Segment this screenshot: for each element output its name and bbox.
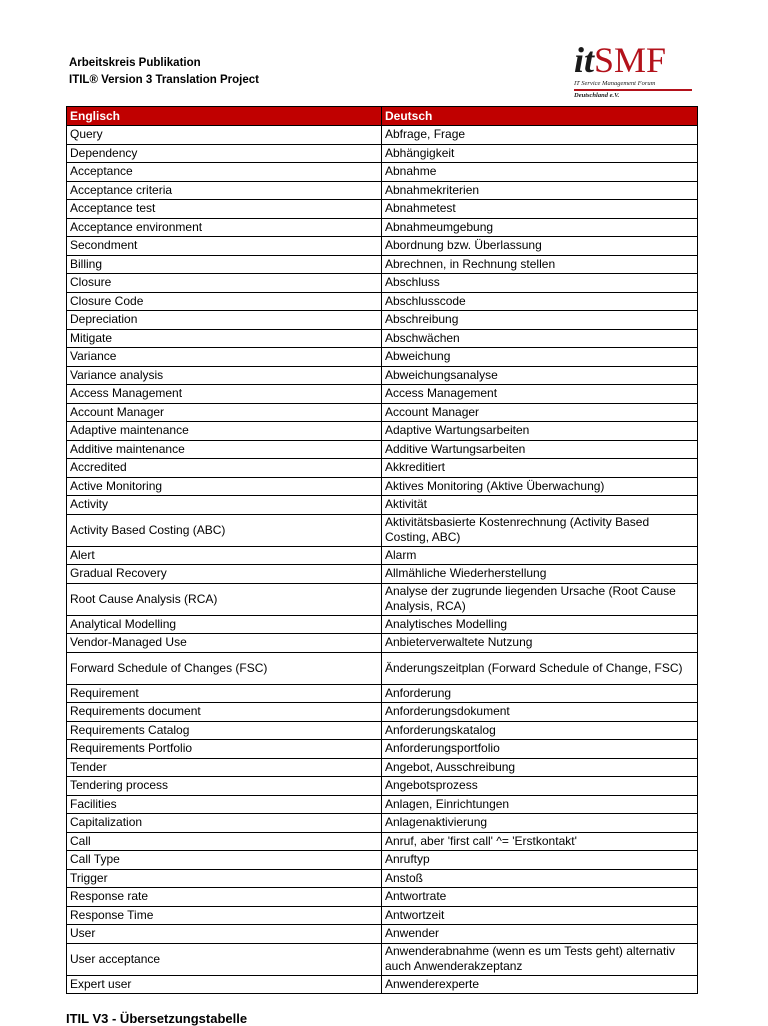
cell-german: Abordnung bzw. Überlassung — [382, 237, 698, 256]
cell-german: Anforderungsdokument — [382, 703, 698, 722]
cell-english: Query — [67, 126, 382, 145]
translation-table — [66, 106, 698, 994]
cell-english: Analytical Modelling — [67, 615, 382, 634]
table-row — [67, 329, 698, 348]
cell-english: Response rate — [67, 888, 382, 907]
cell-german: Angebot, Ausschreibung — [382, 758, 698, 777]
cell-german: Anstoß — [382, 869, 698, 888]
cell-english: Additive maintenance — [67, 440, 382, 459]
table-row — [67, 348, 698, 367]
cell-english: Variance — [67, 348, 382, 367]
cell-german: Abschreibung — [382, 311, 698, 330]
cell-german: Alarm — [382, 546, 698, 565]
table-row — [67, 496, 698, 515]
cell-english: Closure Code — [67, 292, 382, 311]
cell-german: Abschlusscode — [382, 292, 698, 311]
cell-german: Analyse der zugrunde liegenden Ursache (Root Cause Analysis, RCA) — [382, 583, 698, 615]
table-row — [67, 546, 698, 565]
cell-english: Acceptance criteria — [67, 181, 382, 200]
cell-english: User — [67, 925, 382, 944]
column-header-german: Deutsch — [382, 107, 698, 126]
cell-german: Abschwächen — [382, 329, 698, 348]
table-row — [67, 403, 698, 422]
cell-english: Requirements document — [67, 703, 382, 722]
itsmf-logo — [574, 40, 694, 100]
cell-english: Activity — [67, 496, 382, 515]
cell-english: Tender — [67, 758, 382, 777]
table-row — [67, 311, 698, 330]
cell-english: Activity Based Costing (ABC) — [67, 514, 382, 546]
cell-german: Allmähliche Wiederherstellung — [382, 565, 698, 584]
cell-english: Capitalization — [67, 814, 382, 833]
table-row — [67, 758, 698, 777]
table-row — [67, 721, 698, 740]
cell-german: Abrechnen, in Rechnung stellen — [382, 255, 698, 274]
table-row — [67, 440, 698, 459]
cell-german: Anlagenaktivierung — [382, 814, 698, 833]
cell-german: Analytisches Modelling — [382, 615, 698, 634]
cell-german: Abfrage, Frage — [382, 126, 698, 145]
cell-english: Adaptive maintenance — [67, 422, 382, 441]
logo-wordmark: itSMF — [574, 40, 667, 80]
cell-german: Abweichungsanalyse — [382, 366, 698, 385]
cell-english: Account Manager — [67, 403, 382, 422]
cell-german: Akkreditiert — [382, 459, 698, 478]
cell-english: Vendor-Managed Use — [67, 634, 382, 653]
table-row — [67, 200, 698, 219]
cell-german: Aktivitätsbasierte Kostenrechnung (Activity Based Costing, ABC) — [382, 514, 698, 546]
table-row — [67, 126, 698, 145]
cell-english: Trigger — [67, 869, 382, 888]
cell-german: Adaptive Wartungsarbeiten — [382, 422, 698, 441]
cell-english: Acceptance environment — [67, 218, 382, 237]
cell-english: Secondment — [67, 237, 382, 256]
logo-subtitle-country: Deutschland e.V. — [574, 92, 620, 99]
cell-english: Root Cause Analysis (RCA) — [67, 583, 382, 615]
project-title: ITIL® Version 3 Translation Project — [69, 74, 259, 86]
cell-german: Aktivität — [382, 496, 698, 515]
table-body — [67, 126, 698, 994]
cell-english: Call — [67, 832, 382, 851]
cell-german: Antwortrate — [382, 888, 698, 907]
table-row — [67, 869, 698, 888]
cell-german: Additive Wartungsarbeiten — [382, 440, 698, 459]
footer-title: ITIL V3 - Übersetzungstabelle — [66, 1011, 248, 1026]
table-row — [67, 163, 698, 182]
table-header-row — [67, 107, 698, 126]
table-row — [67, 366, 698, 385]
table-row — [67, 652, 698, 684]
table-row — [67, 181, 698, 200]
table-row — [67, 385, 698, 404]
cell-english: Requirements Catalog — [67, 721, 382, 740]
table-row — [67, 906, 698, 925]
column-header-english: Englisch — [67, 107, 382, 126]
table-row — [67, 740, 698, 759]
logo-divider — [574, 89, 692, 91]
cell-german: Anwenderabnahme (wenn es um Tests geht) alternativ auch Anwenderakzeptanz — [382, 943, 698, 975]
cell-german: Änderungszeitplan (Forward Schedule of Change, FSC) — [382, 652, 698, 684]
cell-german: Anbieterverwaltete Nutzung — [382, 634, 698, 653]
cell-english: Tendering process — [67, 777, 382, 796]
table-row — [67, 565, 698, 584]
table-row — [67, 477, 698, 496]
cell-german: Abschluss — [382, 274, 698, 293]
cell-english: Facilities — [67, 795, 382, 814]
logo-subtitle: IT Service Management Forum — [574, 80, 656, 87]
cell-english: Active Monitoring — [67, 477, 382, 496]
cell-german: Anforderung — [382, 684, 698, 703]
table-row — [67, 144, 698, 163]
cell-german: Abnahme — [382, 163, 698, 182]
cell-english: Closure — [67, 274, 382, 293]
cell-german: Angebotsprozess — [382, 777, 698, 796]
table-row — [67, 459, 698, 478]
cell-german: Antwortzeit — [382, 906, 698, 925]
cell-english: Depreciation — [67, 311, 382, 330]
cell-german: Anforderungsportfolio — [382, 740, 698, 759]
cell-german: Account Manager — [382, 403, 698, 422]
cell-english: Requirement — [67, 684, 382, 703]
cell-english: Access Management — [67, 385, 382, 404]
table-row — [67, 814, 698, 833]
table-row — [67, 422, 698, 441]
table-row — [67, 703, 698, 722]
table-row — [67, 888, 698, 907]
table-row — [67, 615, 698, 634]
table-row — [67, 237, 698, 256]
table-row — [67, 583, 698, 615]
cell-english: Variance analysis — [67, 366, 382, 385]
table-row — [67, 274, 698, 293]
table-row — [67, 218, 698, 237]
cell-english: Acceptance — [67, 163, 382, 182]
cell-german: Access Management — [382, 385, 698, 404]
cell-english: Expert user — [67, 975, 382, 994]
cell-german: Abhängigkeit — [382, 144, 698, 163]
table-row — [67, 851, 698, 870]
table-row — [67, 684, 698, 703]
cell-german: Anwenderexperte — [382, 975, 698, 994]
table-row — [67, 925, 698, 944]
cell-german: Anruftyp — [382, 851, 698, 870]
cell-english: Alert — [67, 546, 382, 565]
table-row — [67, 832, 698, 851]
cell-german: Anruf, aber 'first call' ^= 'Erstkontakt' — [382, 832, 698, 851]
cell-german: Aktives Monitoring (Aktive Überwachung) — [382, 477, 698, 496]
cell-english: User acceptance — [67, 943, 382, 975]
cell-german: Anforderungskatalog — [382, 721, 698, 740]
table-row — [67, 777, 698, 796]
cell-english: Billing — [67, 255, 382, 274]
cell-english: Mitigate — [67, 329, 382, 348]
cell-german: Abnahmekriterien — [382, 181, 698, 200]
table-row — [67, 634, 698, 653]
table-row — [67, 292, 698, 311]
table-row — [67, 514, 698, 546]
cell-english: Acceptance test — [67, 200, 382, 219]
cell-german: Abnahmetest — [382, 200, 698, 219]
table-row — [67, 943, 698, 975]
cell-english: Gradual Recovery — [67, 565, 382, 584]
table-row — [67, 255, 698, 274]
cell-english: Requirements Portfolio — [67, 740, 382, 759]
table-row — [67, 975, 698, 994]
cell-english: Call Type — [67, 851, 382, 870]
cell-english: Response Time — [67, 906, 382, 925]
table-row — [67, 795, 698, 814]
cell-english: Accredited — [67, 459, 382, 478]
cell-german: Anwender — [382, 925, 698, 944]
cell-german: Abweichung — [382, 348, 698, 367]
cell-german: Abnahmeumgebung — [382, 218, 698, 237]
document-header — [69, 55, 259, 89]
working-group-title: Arbeitskreis Publikation — [69, 57, 201, 69]
cell-english: Dependency — [67, 144, 382, 163]
cell-german: Anlagen, Einrichtungen — [382, 795, 698, 814]
cell-english: Forward Schedule of Changes (FSC) — [67, 652, 382, 684]
